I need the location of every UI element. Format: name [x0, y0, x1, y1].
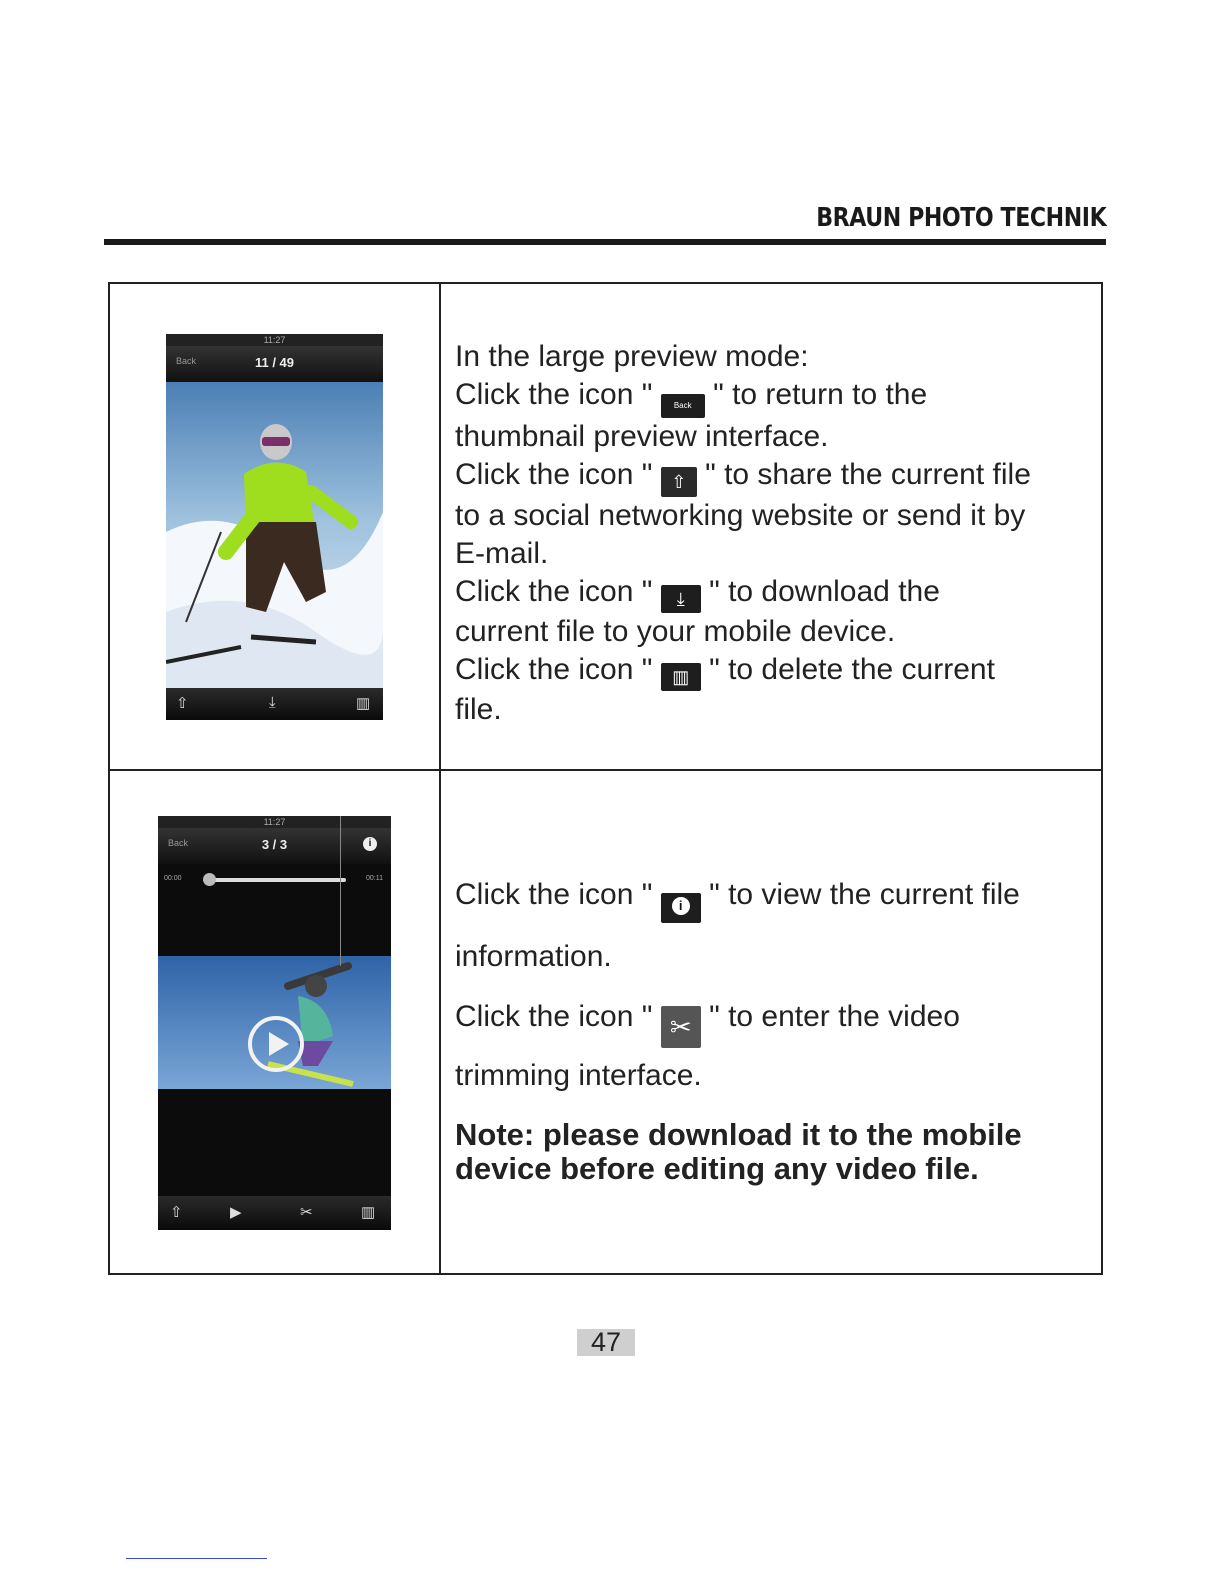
- instruction-delete: [455, 651, 1095, 691]
- download-icon: ⤓: [661, 585, 701, 613]
- instruction-suffix: " to view the current file: [709, 878, 1020, 911]
- scissors-icon[interactable]: ✂: [300, 1204, 313, 1221]
- trash-icon[interactable]: ▥: [361, 1204, 376, 1221]
- overlay-line: [340, 816, 341, 966]
- instruction-back: [455, 376, 1095, 418]
- info-icon[interactable]: i: [363, 837, 377, 851]
- row1-text: [455, 338, 1095, 729]
- instruction-prefix: Click the icon ": [455, 575, 653, 608]
- scissors-icon: ✂: [661, 1006, 701, 1048]
- header-rule: [104, 239, 1106, 245]
- instruction-cont: information.: [455, 940, 612, 973]
- note: Note: please download it to the mobile device before editing any video file.: [455, 1117, 1022, 1186]
- nav-bar: [158, 828, 391, 864]
- share-icon[interactable]: ⇧: [170, 1204, 183, 1221]
- back-button[interactable]: Back: [176, 356, 197, 366]
- instruction-prefix: Click the icon ": [455, 378, 653, 411]
- instruction-suffix: " to share the current file: [705, 458, 1031, 491]
- back-button-icon: Back: [661, 394, 705, 418]
- instruction-prefix: Click the icon ": [455, 653, 653, 686]
- instruction-cont: thumbnail preview interface.: [455, 420, 829, 453]
- page-number: 47: [577, 1329, 635, 1356]
- instruction-cont: E-mail.: [455, 537, 549, 570]
- play-icon[interactable]: ▶: [230, 1204, 242, 1221]
- download-icon[interactable]: ⤓: [269, 694, 276, 711]
- instruction-suffix: " to download the: [709, 575, 940, 608]
- time-end: 00:11: [366, 875, 383, 882]
- large-preview-screenshot: [166, 334, 383, 720]
- back-button[interactable]: Back: [168, 838, 189, 848]
- status-bar-time: 11:27: [166, 334, 383, 346]
- instruction-cont: file.: [455, 693, 502, 726]
- file-counter: 3 / 3: [261, 837, 288, 852]
- share-icon: ⇧: [661, 467, 697, 497]
- instruction-prefix: Click the icon ": [455, 1000, 653, 1033]
- share-icon[interactable]: ⇧: [176, 695, 189, 712]
- instruction-suffix: " to return to the: [713, 378, 928, 411]
- table-row-divider: [108, 769, 1103, 771]
- table-column-divider: [439, 282, 441, 1275]
- instruction-cont: current file to your mobile device.: [455, 615, 896, 648]
- instruction-cont: trimming interface.: [455, 1059, 702, 1092]
- snowboarder-photo: [158, 956, 391, 1089]
- trash-icon[interactable]: ▥: [356, 695, 371, 712]
- instruction-download: [455, 573, 1095, 613]
- instruction-share: [455, 456, 1095, 497]
- status-bar-time: 11:27: [158, 816, 391, 828]
- progress-handle[interactable]: [203, 873, 216, 886]
- video-preview-screenshot: [158, 816, 391, 1230]
- skier-photo: [166, 382, 383, 690]
- nav-bar: [166, 346, 383, 382]
- row2-text: [455, 864, 1095, 1186]
- info-icon: i: [661, 893, 701, 923]
- instruction-prefix: Click the icon ": [455, 878, 653, 911]
- instruction-cont: to a social networking website or send it by: [455, 499, 1026, 532]
- intro-line: In the large preview mode:: [455, 340, 809, 373]
- time-start: 00:00: [164, 875, 182, 882]
- bottom-toolbar: [158, 1196, 391, 1230]
- footnote-rule: [126, 1558, 267, 1559]
- instruction-suffix: " to enter the video: [709, 1000, 960, 1033]
- instruction-suffix: " to delete the current: [709, 653, 995, 686]
- instruction-info: [455, 864, 1095, 926]
- progress-track[interactable]: [208, 878, 346, 882]
- brand-header: BRAUN PHOTO TECHNIK: [815, 203, 1106, 233]
- instruction-prefix: Click the icon ": [455, 458, 653, 491]
- trash-icon: ▥: [661, 663, 701, 691]
- bottom-toolbar: [166, 688, 383, 720]
- file-counter: 11 / 49: [254, 355, 295, 370]
- instruction-trim: [455, 988, 1095, 1048]
